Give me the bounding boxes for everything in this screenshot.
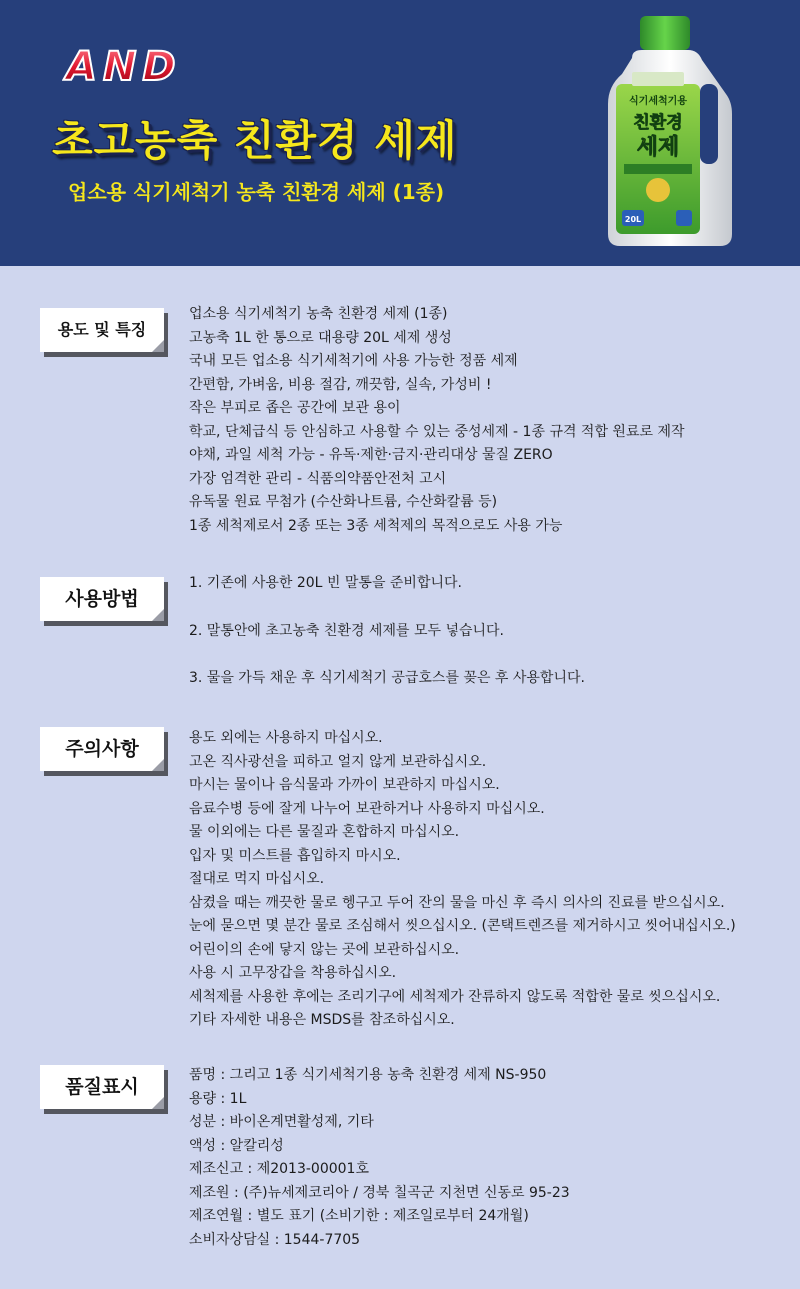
- list-item: 음료수병 등에 잘게 나누어 보관하거나 사용하지 마십시오.: [189, 800, 545, 817]
- list-item: 제조원 : (주)뉴세제코리아 / 경북 칠곡군 지천면 신동로 95-23: [189, 1184, 570, 1201]
- list-item: 성분 : 바이온계면활성제, 기타: [189, 1114, 374, 1130]
- list-item: 국내 모든 업소용 식기세척기에 사용 가능한 정품 세제: [189, 353, 518, 369]
- section-tag-quality: [40, 1065, 164, 1109]
- list-item: 물 이외에는 다른 물질과 혼합하지 마십시오.: [189, 824, 460, 840]
- header-banner: [0, 0, 800, 266]
- fold-corner: [152, 340, 164, 352]
- list-item: 용도 외에는 사용하지 마십시오.: [189, 730, 383, 746]
- section-label: 주의사항: [65, 738, 139, 760]
- section-tag-usage: [40, 308, 164, 352]
- list-item: 삼켰을 때는 깨끗한 물로 헹구고 두어 잔의 물을 마신 후 즉시 의사의 진료를 받으십시오.: [189, 894, 725, 911]
- list-item: 고농축 1L 한 통으로 대용량 20L 세제 생성: [189, 329, 452, 346]
- list-item: 입자 및 미스트를 흡입하지 마시오.: [189, 847, 401, 864]
- list-item: 제조연월 : 별도 표기 (소비기한 : 제조일로부터 24개월): [189, 1208, 529, 1224]
- brand-logo: [62, 38, 210, 94]
- list-item: 고온 직사광선을 피하고 얼지 않게 보관하십시오.: [189, 753, 487, 770]
- list-item: 유독물 원료 무첨가 (수산화나트륨, 수산화칼륨 등): [189, 494, 498, 510]
- list-item: 품명 : 그리고 1종 식기세척기용 농축 친환경 세제 NS-950: [189, 1067, 547, 1083]
- section-tag-method: [40, 577, 164, 621]
- main-title: 초고농축 친환경 세제: [52, 116, 458, 165]
- list-item: 학교, 단체급식 등 안심하고 사용할 수 있는 중성세제 - 1종 규격 적합 원료로 제작: [189, 423, 685, 440]
- fold-corner: [152, 1097, 164, 1109]
- caution-list: [189, 727, 736, 1033]
- list-item: 작은 부피로 좁은 공간에 보관 용이: [189, 400, 401, 416]
- product-bottle-image: [602, 14, 734, 250]
- list-item: 업소용 식기세척기 농축 친환경 세제 (1종): [189, 306, 448, 322]
- list-item: 3. 물을 가득 채운 후 식기세척기 공급호스를 꽂은 후 사용합니다.: [189, 670, 585, 686]
- list-item: 1종 세척제로서 2종 또는 3종 세척제의 목적으로도 사용 가능: [189, 517, 563, 534]
- list-item: 가장 엄격한 관리 - 식품의약품안전처 고시: [189, 470, 447, 487]
- usage-list: [189, 303, 685, 538]
- list-item: 2. 말통안에 초고농축 친환경 세제를 모두 넣습니다.: [189, 622, 504, 639]
- method-list: [189, 572, 585, 715]
- bottle-label-line1: 식기세척기용: [629, 96, 687, 107]
- list-item: 사용 시 고무장갑을 착용하십시오.: [189, 965, 397, 981]
- list-item: 야채, 과일 세척 가능 - 유독·제한·금지·관리대상 물질 ZERO: [189, 447, 553, 463]
- list-item: 어린이의 손에 닿지 않는 곳에 보관하십시오.: [189, 941, 460, 958]
- bottle-capacity: 20L: [624, 215, 642, 224]
- section-label: 용도 및 특징: [57, 320, 147, 339]
- logo-text: AND: [66, 44, 182, 90]
- list-item: 기타 자세한 내용은 MSDS를 참조하십시오.: [189, 1012, 455, 1028]
- list-item: 1. 기존에 사용한 20L 빈 말통을 준비합니다.: [189, 575, 462, 591]
- list-item: 제조신고 : 제2013-00001호: [189, 1161, 369, 1177]
- list-item: 마시는 물이나 음식물과 가까이 보관하지 마십시오.: [189, 777, 500, 793]
- list-item: 세척제를 사용한 후에는 조리기구에 세척제가 잔류하지 않도록 적합한 물로 씻으십시오.: [189, 988, 721, 1005]
- list-item: 소비자상담실 : 1544-7705: [189, 1231, 361, 1248]
- list-item: 용량 : 1L: [189, 1090, 247, 1107]
- list-item: 절대로 먹지 마십시오.: [189, 871, 325, 887]
- section-label: 품질표시: [65, 1076, 139, 1098]
- section-tag-caution: [40, 727, 164, 771]
- fold-corner: [152, 609, 164, 621]
- list-item: 액성 : 알칼리성: [189, 1137, 284, 1154]
- list-item: 간편함, 가벼움, 비용 절감, 깨끗함, 실속, 가성비 !: [189, 376, 492, 393]
- fold-corner: [152, 759, 164, 771]
- quality-list: [189, 1064, 570, 1252]
- bottle-label-line2: 친환경: [633, 113, 683, 133]
- section-label: 사용방법: [65, 588, 139, 610]
- bottle-label-line3: 세제: [636, 135, 680, 160]
- list-item: 눈에 묻으면 몇 분간 물로 조심해서 씻으십시오. (콘택트렌즈를 제거하시고 씻어내십시오.): [189, 918, 736, 934]
- subtitle: 업소용 식기세척기 농축 친환경 세제 (1종): [68, 180, 445, 204]
